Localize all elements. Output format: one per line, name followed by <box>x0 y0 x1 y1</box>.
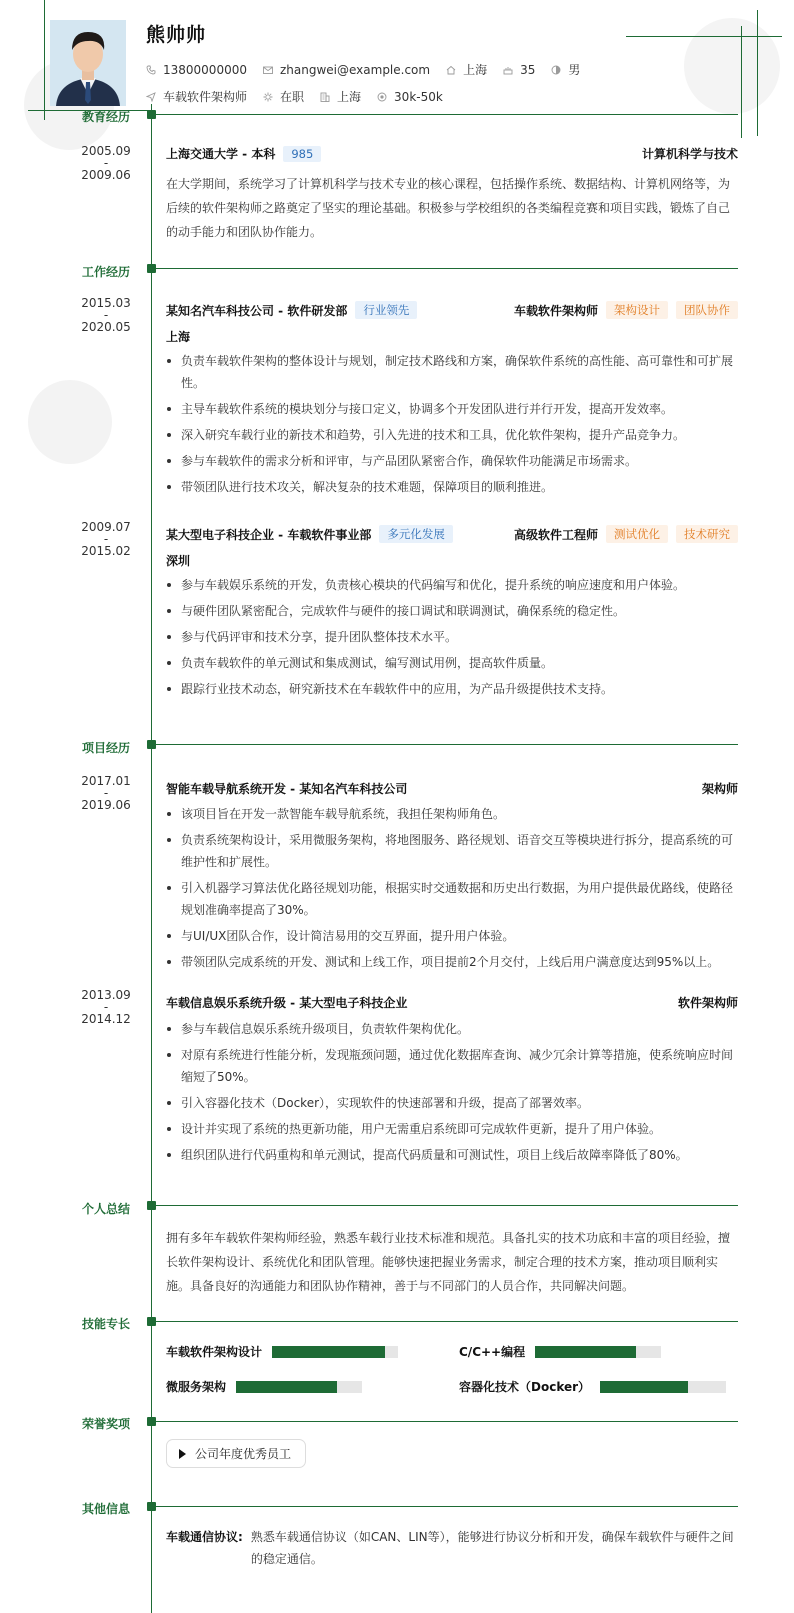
skill-item <box>459 1378 726 1395</box>
list-item: 跟踪行业技术动态，研究新技术在车载软件中的应用，为产品升级提供技术支持。 <box>166 678 738 700</box>
list-item: 对原有系统进行性能分析，发现瓶颈问题，通过优化数据库查询、减少冗余计算等措施，使系统响应时间缩短了50%。 <box>166 1044 738 1088</box>
section-marker <box>147 1502 156 1511</box>
project-title: 智能车载导航系统开发 - 某知名汽车科技公司 <box>166 782 408 796</box>
other-info-key: 车载通信协议: <box>166 1530 243 1544</box>
position-text: 车载软件架构师 <box>163 90 248 104</box>
major-name: 计算机科学与技术 <box>641 147 738 161</box>
section-title-other: 其他信息 <box>82 1502 131 1516</box>
project-role: 架构师 <box>701 782 738 796</box>
skill-item <box>166 1343 398 1360</box>
skill-name: 微服务架构 <box>166 1380 227 1394</box>
list-item: 设计并实现了系统的热更新功能，用户无需重启系统即可完成软件更新，提升了用户体验。 <box>166 1118 738 1140</box>
other-info-item <box>166 1526 738 1570</box>
skill-name: 车载软件架构设计 <box>166 1345 263 1359</box>
list-item: 深入研究车载行业的新技术和趋势，引入先进的技术和工具，优化软件架构，提升产品竞争力。 <box>166 424 738 446</box>
list-item: 负责车载软件架构的整体设计与规划，制定技术路线和方案，确保软件系统的高性能、高可靠性和可扩展性。 <box>166 350 738 394</box>
section-divider <box>156 1321 738 1322</box>
building-icon <box>320 92 330 102</box>
education-header <box>166 145 738 162</box>
candidate-name: 熊帅帅 <box>146 24 207 46</box>
decor-line <box>757 10 758 136</box>
job-city: 上海 <box>166 330 191 344</box>
skill-bar <box>535 1346 661 1358</box>
education-description: 在大学期间，系统学习了计算机科学与技术专业的核心课程，包括操作系统、数据结构、计算机网络等，为后续的软件架构师之路奠定了坚实的理论基础。积极参与学校组织的各类编程竞赛和项目实践，锻炼了自己的动手能力和团队协作能力。 <box>166 177 731 239</box>
section-title-awards: 荣誉奖项 <box>82 1417 131 1431</box>
section-marker <box>147 1317 156 1326</box>
avatar <box>50 20 126 106</box>
salary-text: 30k-50k <box>394 89 443 104</box>
date-end: 2020.05 <box>81 320 131 334</box>
list-item: 组织团队进行代码重构和单元测试，提高代码质量和可测试性，项目上线后故障率降低了80%。 <box>166 1144 738 1166</box>
project-role: 软件架构师 <box>677 996 738 1010</box>
status-icon <box>263 92 273 102</box>
section-divider <box>156 744 738 745</box>
list-item: 带领团队完成系统的开发、测试和上线工作，项目提前2个月交付，上线后用户满意度达到95%以上。 <box>166 951 738 973</box>
status-text: 在职 <box>280 90 305 104</box>
list-item: 参与车载娱乐系统的开发，负责核心模块的代码编写和优化，提升系统的响应速度和用户体验。 <box>166 574 738 596</box>
job-duties <box>166 574 738 704</box>
position-item <box>146 88 247 105</box>
other-info-value: 熟悉车载通信协议（如CAN、LIN等），能够进行协议分析和开发，确保车载软件与硬件之间的稳定通信。 <box>250 1530 734 1566</box>
date-end: 2014.12 <box>81 1012 131 1026</box>
intention-row <box>146 88 459 105</box>
decor-line <box>741 26 742 138</box>
company-name: 某知名汽车科技公司 - 软件研发部 <box>166 303 348 318</box>
school-name: 上海交通大学 - 本科 <box>166 147 276 161</box>
job-header <box>166 301 738 319</box>
skill-bar-fill <box>236 1381 337 1393</box>
role-tag: 架构设计 <box>606 301 668 319</box>
company-name: 某大型电子科技企业 - 车载软件事业部 <box>166 527 372 542</box>
date-end: 2009.06 <box>81 168 131 182</box>
age-icon <box>503 65 513 75</box>
school-tag: 985 <box>283 146 321 162</box>
date-range: 2009.07 - 2015.02 <box>81 520 131 558</box>
decor-line <box>44 0 45 120</box>
project-title: 车载信息娱乐系统升级 - 某大型电子科技企业 <box>166 996 408 1010</box>
date-start: 2005.09 <box>81 144 131 158</box>
list-item: 负责车载软件的单元测试和集成测试，编写测试用例，提高软件质量。 <box>166 652 738 674</box>
skill-item <box>166 1378 362 1395</box>
section-divider <box>156 114 738 115</box>
list-item: 参与代码评审和技术分享，提升团队整体技术水平。 <box>166 626 738 648</box>
section-divider <box>156 1421 738 1422</box>
list-item: 参与车载信息娱乐系统升级项目，负责软件架构优化。 <box>166 1018 738 1040</box>
company-tag: 行业领先 <box>355 301 417 319</box>
list-item: 负责系统架构设计，采用微服务架构，将地图服务、路径规划、语音交互等模块进行拆分，提高系统的可维护性和扩展性。 <box>166 829 738 873</box>
skill-name: C/C++编程 <box>459 1345 526 1359</box>
email-item <box>263 63 430 77</box>
list-item: 带领团队进行技术攻关，解决复杂的技术难题，保障项目的顺利推进。 <box>166 476 738 498</box>
phone-item <box>146 63 247 77</box>
section-title-projects: 项目经历 <box>82 741 131 755</box>
job-title: 高级软件工程师 <box>513 527 598 542</box>
section-title-education: 教育经历 <box>82 110 131 124</box>
list-item: 该项目旨在开发一款智能车载导航系统，我担任架构师角色。 <box>166 803 738 825</box>
date-range: 2015.03 - 2020.05 <box>81 296 131 334</box>
section-divider <box>156 1205 738 1206</box>
section-title-skills: 技能专长 <box>82 1317 131 1331</box>
section-marker <box>147 740 156 749</box>
job-title: 车载软件架构师 <box>513 303 598 318</box>
date-start: 2009.07 <box>81 520 131 534</box>
decor-line <box>626 36 782 37</box>
mail-icon <box>263 65 273 75</box>
gender-icon <box>551 65 561 75</box>
role-tag: 团队协作 <box>676 301 738 319</box>
email-text: zhangwei@example.com <box>279 62 431 77</box>
company-tag: 多元化发展 <box>379 525 453 543</box>
section-marker <box>147 264 156 273</box>
age-item <box>503 63 535 77</box>
skill-bar <box>272 1346 398 1358</box>
section-marker <box>147 1201 156 1210</box>
skill-bar-fill <box>535 1346 636 1358</box>
date-range: 2017.01 - 2019.06 <box>81 774 131 812</box>
date-start: 2013.09 <box>81 988 131 1002</box>
location-text: 上海 <box>463 63 488 77</box>
contact-row <box>146 61 596 78</box>
section-divider <box>156 268 738 269</box>
date-start: 2015.03 <box>81 296 131 310</box>
skill-item <box>459 1343 661 1360</box>
location-item <box>446 61 487 78</box>
section-divider <box>156 1506 738 1507</box>
phone-text: 13800000000 <box>163 62 247 77</box>
salary-item <box>377 90 443 104</box>
play-icon <box>179 1449 186 1459</box>
project-header <box>166 780 738 797</box>
date-end: 2015.02 <box>81 544 131 558</box>
section-marker <box>147 110 156 119</box>
list-item: 引入容器化技术（Docker），实现软件的快速部署和升级，提高了部署效率。 <box>166 1092 738 1114</box>
decor-circle <box>684 18 780 114</box>
gender-text: 男 <box>568 63 581 77</box>
role-tag: 测试优化 <box>606 525 668 543</box>
status-item <box>263 88 304 105</box>
job-duties <box>166 350 738 502</box>
section-title-work: 工作经历 <box>82 265 131 279</box>
summary-text: 拥有多年车载软件架构师经验，熟悉车载行业技术标准和规范。具备扎实的技术功底和丰富的项目经验，擅长软件架构设计、系统优化和团队管理。能够快速把握业务需求，制定合理的技术方案，推动项目顺利实施。具备良好的沟通能力和团队协作精神，善于与不同部门的人员合作，共同解决问题。 <box>166 1231 731 1293</box>
home-icon <box>446 65 456 75</box>
city-item <box>320 88 361 105</box>
list-item: 引入机器学习算法优化路径规划功能，根据实时交通数据和历史出行数据，为用户提供最优路线，使路径规划准确率提高了30%。 <box>166 877 738 921</box>
skill-bar <box>600 1381 726 1393</box>
send-icon <box>146 92 156 102</box>
skill-bar-fill <box>272 1346 385 1358</box>
project-details <box>166 1018 738 1170</box>
decor-circle <box>28 380 112 464</box>
project-details <box>166 803 738 977</box>
list-item: 主导车载软件系统的模块划分与接口定义，协调多个开发团队进行并行开发，提高开发效率。 <box>166 398 738 420</box>
date-range: 2013.09 - 2014.12 <box>81 988 131 1026</box>
skill-bar <box>236 1381 362 1393</box>
list-item: 与UI/UX团队合作，设计简洁易用的交互界面，提升用户体验。 <box>166 925 738 947</box>
gender-item <box>551 61 580 78</box>
project-header <box>166 994 738 1011</box>
section-title-summary: 个人总结 <box>82 1202 131 1216</box>
job-city: 深圳 <box>166 554 191 568</box>
date-end: 2019.06 <box>81 798 131 812</box>
salary-icon <box>377 92 387 102</box>
age-text: 35 <box>520 62 536 77</box>
award-badge <box>166 1439 306 1468</box>
award-label: 公司年度优秀员工 <box>195 1447 292 1461</box>
section-marker <box>147 1417 156 1426</box>
role-tag: 技术研究 <box>676 525 738 543</box>
phone-icon <box>146 65 156 75</box>
date-range: 2005.09 - 2009.06 <box>81 144 131 182</box>
skill-name: 容器化技术（Docker） <box>459 1380 591 1394</box>
city-text: 上海 <box>337 90 362 104</box>
job-header <box>166 525 738 543</box>
timeline-line <box>151 104 152 1613</box>
skill-bar-fill <box>600 1381 688 1393</box>
list-item: 与硬件团队紧密配合，完成软件与硬件的接口调试和联调测试，确保系统的稳定性。 <box>166 600 738 622</box>
list-item: 参与车载软件的需求分析和评审，与产品团队紧密合作，确保软件功能满足市场需求。 <box>166 450 738 472</box>
date-start: 2017.01 <box>81 774 131 788</box>
